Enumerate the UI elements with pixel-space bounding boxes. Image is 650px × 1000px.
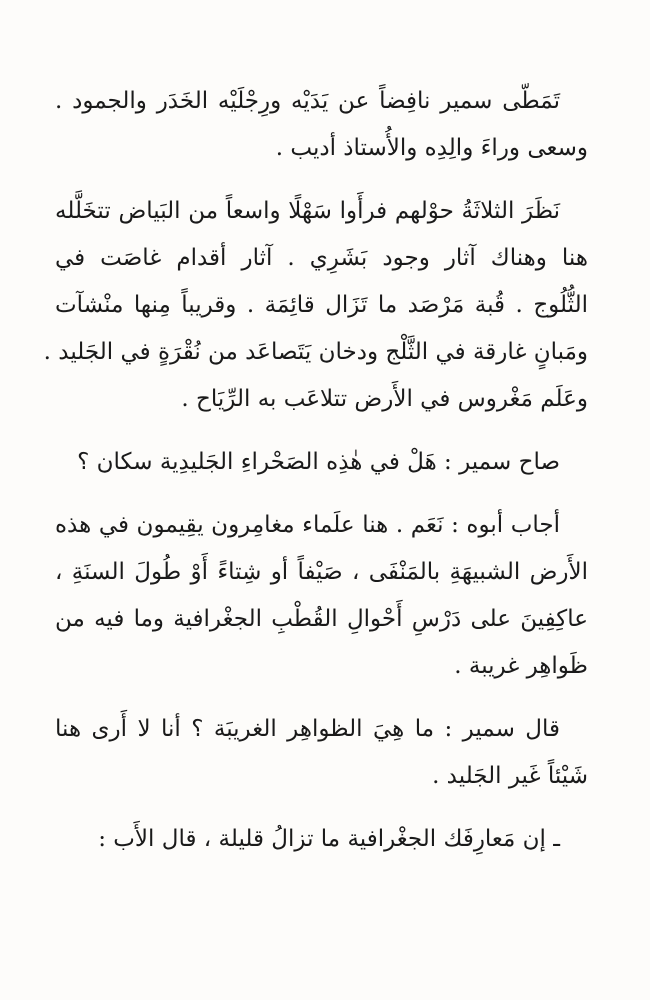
text-line: أجاب أبوه : نَعَم . هنا علَماء مغامِرون يقِيمون في هذه <box>55 512 560 538</box>
text-line: وسعى وراءَ والِدِه والأُستاذ أديب . <box>275 135 588 161</box>
text-line: هنا وهناك آثار وجود بَشَرِي . آثار أقدام غاصَت في <box>55 245 588 271</box>
text-line: عاكِفِينَ على دَرْسِ أَحْوالِ القُطْبِ الجغْرافية وما فيه من <box>55 606 588 632</box>
text-line: وعَلَم مَغْروس في الأَرض تتلاعَب به الرِّيَاح . <box>181 386 588 412</box>
text-line: شَيْئاً غَير الجَليد . <box>432 763 588 789</box>
paragraph-2 <box>43 188 588 423</box>
text-line: صاح سمير : هَلْ في هٰذِه الصَحْراءِ الجَليدِية سكان ؟ <box>77 449 560 475</box>
paragraph-3 <box>55 439 588 486</box>
text-line: تَمَطّى سمير نافِضاً عن يَدَيْه ورِجْلَيْه الخَدَر والجمود . <box>55 88 560 114</box>
text-line: ومَبانٍ غارقة في الثَّلْج ودخان يَتَصاعَد من نُقْرَةٍ في الجَليد . <box>43 339 588 365</box>
paragraph-1 <box>55 78 588 172</box>
text-line: قال سمير : ما هِيَ الظواهِر الغريبَة ؟ أنا لا أَرى هنا <box>55 716 560 742</box>
text-line: الثُّلُوج . قُبة مَرْصَد ما تَزَال قائِمَة . وقريباً مِنها منْشآت <box>55 292 588 318</box>
text-line: نَظَرَ الثلاثَةُ حوْلهم فرأَوا سَهْلًا واسعاً من البَياض تتخَلَّله <box>55 198 560 224</box>
paragraph-4 <box>55 502 588 690</box>
text-line: ظَواهِر غريبة . <box>454 653 588 679</box>
paragraph-5 <box>55 706 588 800</box>
text-line: الأَرض الشبيهَةِ بالمَنْفَى ، صَيْفاً أو شِتاءً أَوْ طُولَ السنَةِ ، <box>55 559 588 585</box>
paragraph-6 <box>55 816 588 863</box>
text-line: ـ إن مَعارِفَك الجغْرافية ما تزالُ قليلة ، قال الأَب : <box>98 826 560 852</box>
